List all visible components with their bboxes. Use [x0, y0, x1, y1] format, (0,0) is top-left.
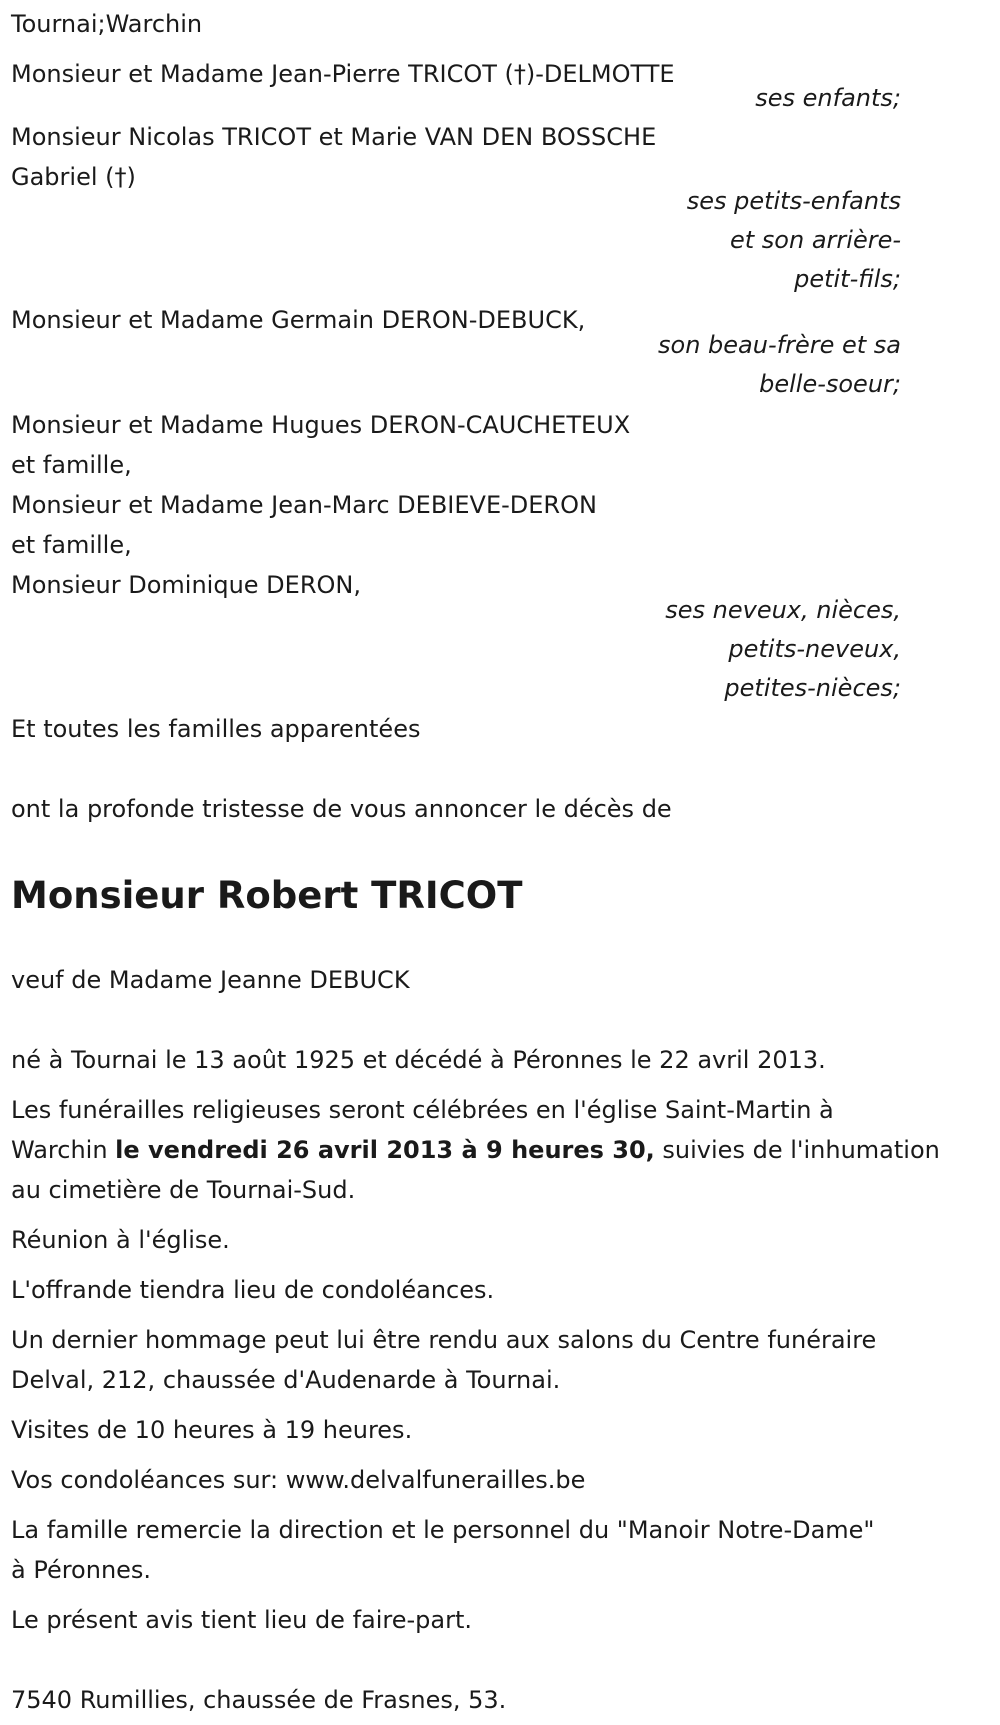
children-role: ses enfants;	[755, 84, 901, 112]
funeral-date-time: le vendredi 26 avril 2013 à 9 heures 30,	[115, 1136, 655, 1164]
tribute-line-2: Delval, 212, chaussée d'Audenarde à Tournai.	[11, 1366, 561, 1394]
deceased-name: Monsieur Robert TRICOT	[11, 874, 523, 917]
funeral-line-1: Les funérailles religieuses seront célébrées en l'église Saint-Martin à	[11, 1096, 834, 1124]
grandchildren-role-3: petit-fils;	[794, 265, 901, 293]
visits-hours: Visites de 10 heures à 19 heures.	[11, 1416, 413, 1444]
offering-note: L'offrande tiendra lieu de condoléances.	[11, 1276, 495, 1304]
nephews-role-1: ses neveux, nièces,	[665, 596, 901, 624]
condolences-website: Vos condoléances sur: www.delvalfunerailles.be	[11, 1466, 586, 1494]
nephews-line-1: Monsieur et Madame Hugues DERON-CAUCHETEUX	[11, 411, 631, 439]
nephews-role-3: petites-nièces;	[724, 674, 901, 702]
thanks-line-2: à Péronnes.	[11, 1556, 152, 1584]
faire-part-notice: Le présent avis tient lieu de faire-part.	[11, 1606, 473, 1634]
tribute-line-1: Un dernier hommage peut lui être rendu aux salons du Centre funéraire	[11, 1326, 877, 1354]
related-families: Et toutes les familles apparentées	[11, 715, 421, 743]
birth-death: né à Tournai le 13 août 1925 et décédé à Péronnes le 22 avril 2013.	[11, 1046, 826, 1074]
funeral-burial: suivies de l'inhumation	[654, 1136, 940, 1164]
inlaws-role-2: belle-soeur;	[759, 370, 901, 398]
funeral-line-3: au cimetière de Tournai-Sud.	[11, 1176, 356, 1204]
location-header: Tournai;Warchin	[11, 10, 203, 38]
inlaws-role-1: son beau-frère et sa	[658, 331, 901, 359]
nephews-line-2: et famille,	[11, 451, 132, 479]
funeral-line-2	[11, 1130, 940, 1170]
funeral-place: Warchin	[11, 1136, 116, 1164]
announcement-intro: ont la profonde tristesse de vous annoncer le décès de	[11, 795, 672, 823]
nephews-line-4: et famille,	[11, 531, 132, 559]
grandchildren-line-2: Gabriel (†)	[11, 163, 136, 191]
nephews-role-2: petits-neveux,	[728, 635, 901, 663]
family-address: 7540 Rumillies, chaussée de Frasnes, 53.	[11, 1686, 507, 1714]
inlaws-names: Monsieur et Madame Germain DERON-DEBUCK,	[11, 306, 586, 334]
children-names: Monsieur et Madame Jean-Pierre TRICOT (†)-DELMOTTE	[11, 60, 675, 88]
nephews-line-3: Monsieur et Madame Jean-Marc DEBIEVE-DERON	[11, 491, 597, 519]
meeting-note: Réunion à l'église.	[11, 1226, 230, 1254]
grandchildren-role-2: et son arrière-	[730, 226, 901, 254]
thanks-line-1: La famille remercie la direction et le personnel du "Manoir Notre-Dame"	[11, 1516, 875, 1544]
nephews-line-5: Monsieur Dominique DERON,	[11, 571, 361, 599]
widower-of: veuf de Madame Jeanne DEBUCK	[11, 966, 410, 994]
grandchildren-role-1: ses petits-enfants	[686, 187, 901, 215]
grandchildren-line-1: Monsieur Nicolas TRICOT et Marie VAN DEN BOSSCHE	[11, 123, 657, 151]
